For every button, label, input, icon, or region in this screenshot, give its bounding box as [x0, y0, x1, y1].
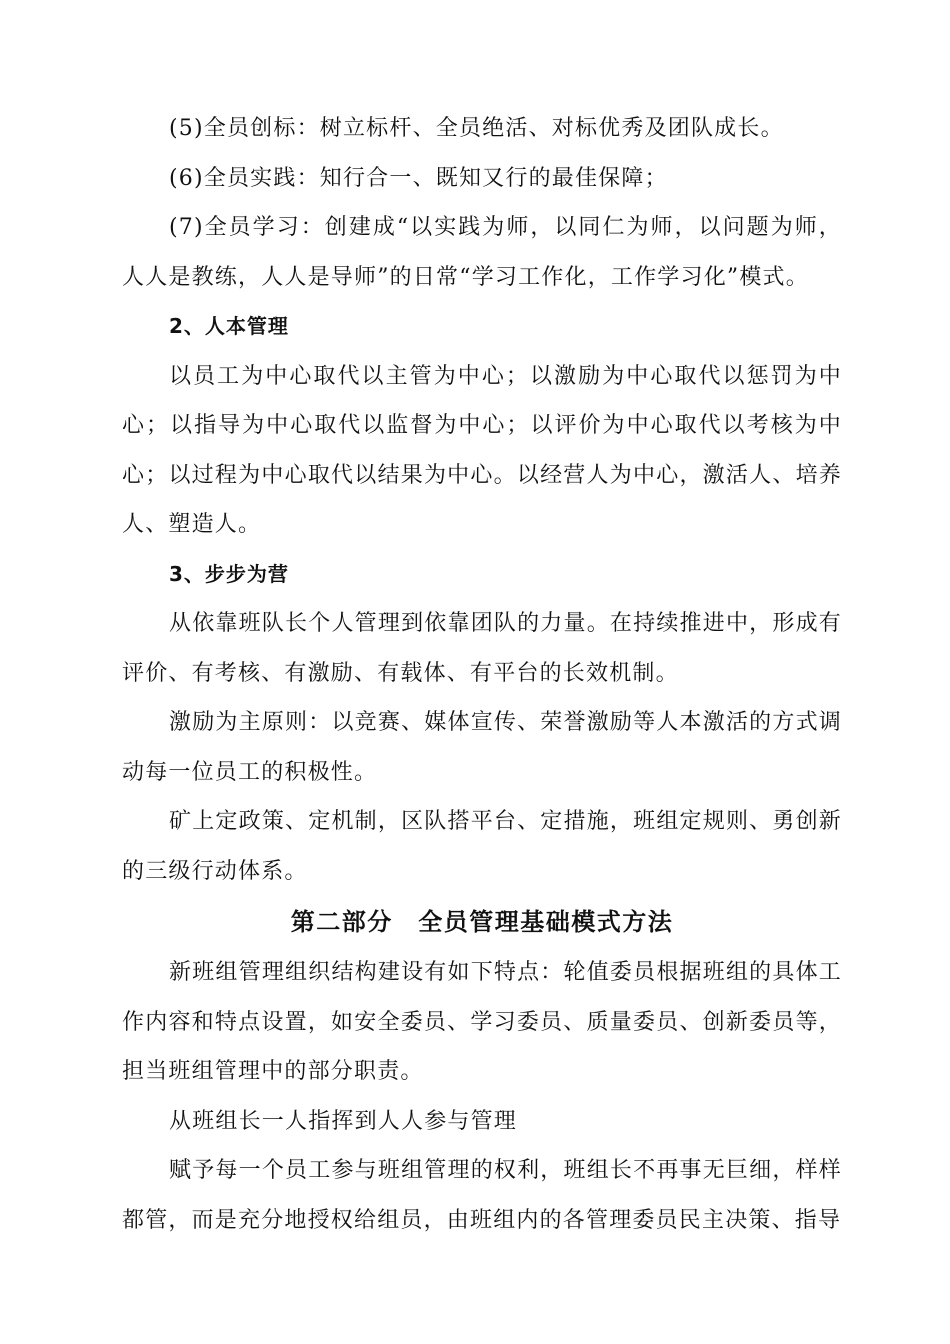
list-item-7-all-staff-learning: (7)全员学习：创建成“以实践为师，以同仁为师，以问题为师，人人是教练，人人是导师”的日常“学习工作化，工作学习化”模式。	[122, 215, 842, 290]
list-item-5-all-staff-benchmarking: (5)全员创标：树立标杆、全员绝活、对标优秀及团队成长。	[169, 116, 784, 141]
document-body	[122, 104, 842, 1245]
section-heading-people-oriented-management: 2、人本管理	[169, 314, 289, 338]
paragraph-three-level-action-system: 矿上定政策、定机制，区队搭平台、定措施，班组定规则、勇创新的三级行动体系。	[122, 809, 842, 884]
part-two-title: 第二部分 全员管理基础模式方法	[290, 908, 674, 936]
paragraph-team-strength: 从依靠班队长个人管理到依靠团队的力量。在持续推进中，形成有评价、有考核、有激励、有载体、有平台的长效机制。	[122, 611, 842, 686]
paragraph-new-team-structure: 新班组管理组织结构建设有如下特点：轮值委员根据班组的具体工作内容和特点设置，如安全委员、学习委员、质量委员、创新委员等，担当班组管理中的部分职责。	[122, 960, 842, 1084]
paragraph-empower-employees: 赋予每一个员工参与班组管理的权利，班组长不再事无巨细，样样都管，而是充分地授权给组员，由班组内的各管理委员民主决策、指导	[122, 1158, 842, 1233]
list-item-6-all-staff-practice: (6)全员实践：知行合一、既知又行的最佳保障；	[169, 165, 668, 191]
paragraph-everyone-participates: 从班组长一人指挥到人人参与管理	[169, 1108, 518, 1134]
paragraph-incentive-principle: 激励为主原则：以竞赛、媒体宣传、荣誉激励等人本激活的方式调动每一位员工的积极性。	[122, 710, 842, 785]
section-heading-step-by-step: 3、步步为营	[169, 561, 289, 586]
paragraph-people-oriented-management: 以员工为中心取代以主管为中心；以激励为中心取代以惩罚为中心；以指导为中心取代以监督为中心；以评价为中心取代以考核为中心；以过程为中心取代以结果为中心。以经营人为中心，激活人、培养人、塑造人。	[122, 363, 842, 537]
